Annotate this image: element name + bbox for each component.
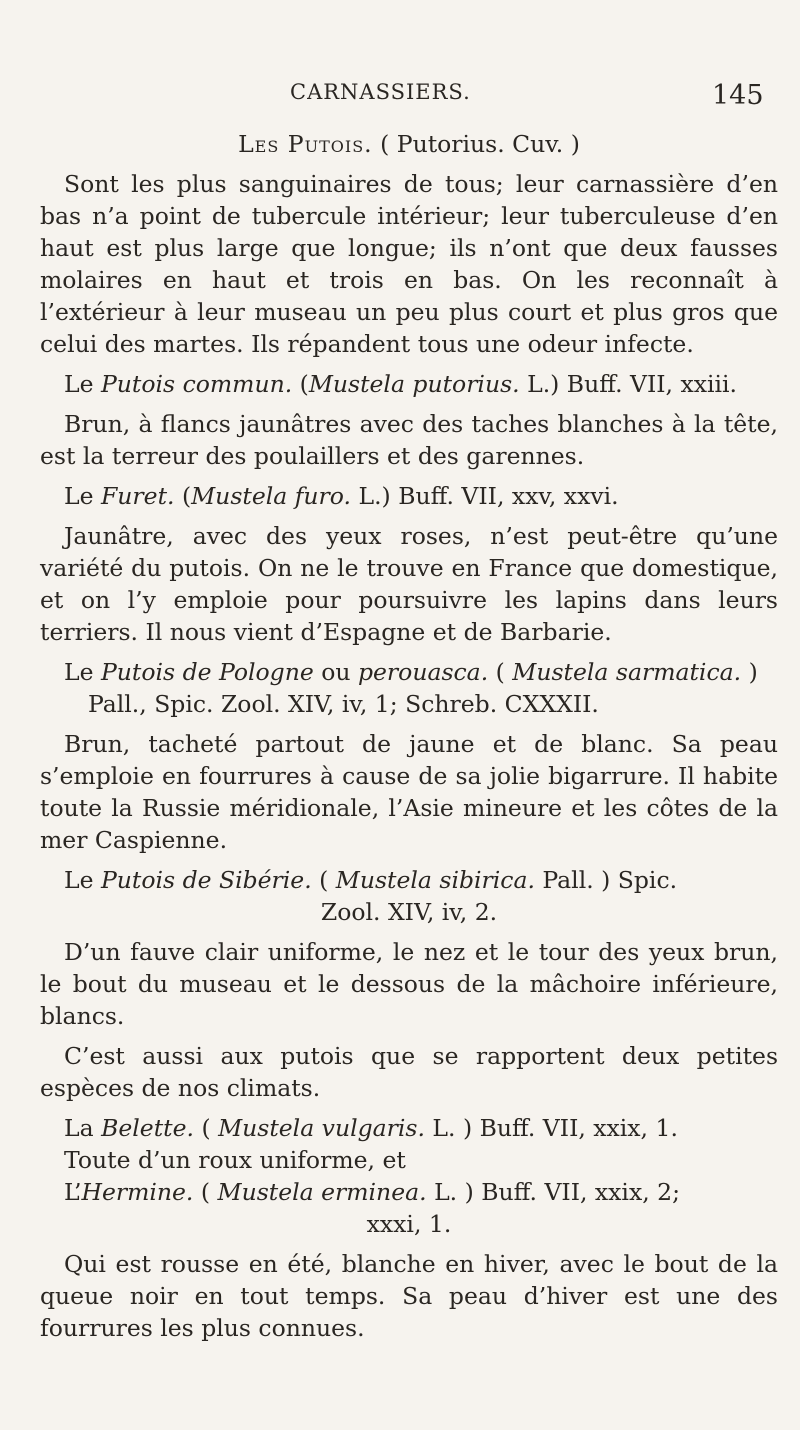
species-description-putois-siberie: D’un fauve clair uniforme, le nez et le tour des yeux brun, le bout du museau et le dessous de la mâchoire inférieure, blancs. (40, 938, 778, 1030)
species-description-putois-pologne: Brun, tacheté partout de jaune et de blanc. Sa peau s’emploie en fourrures à cause de sa jolie bigarrure. Il habite toute la Russie méridionale, l’Asie mineure et les côtes de la mer Caspienne. (40, 730, 778, 854)
species-entry-putois-commun: Le Putois commun. (Mustela putorius. L.) Buff. VII, xxiii. (64, 370, 738, 398)
page-header (0, 80, 800, 120)
genus-description: Sont les plus sanguinaires de tous; leur carnassière d’en bas n’a point de tubercule intérieur; leur tuberculeuse d’en haut est plus large que longue; ils n’ont que deux fausses molaires en haut et trois en bas. On les reconnaît à l’extérieur à leur museau un peu plus court et plus gros que celui des martes. Ils répandent tous une odeur infecte. (40, 170, 778, 358)
species-entry-furet: Le Furet. (Mustela furo. L.) Buff. VII, xxv, xxvi. (64, 482, 619, 510)
species-description-putois-commun: Brun, à flancs jaunâtres avec des taches blanches à la tête, est la terreur des poulaillers et des garennes. (40, 410, 778, 470)
species-entry-putois-pologne: Le Putois de Pologne ou perouasca. ( Mustela sarmatica. ) (64, 658, 758, 686)
species-description-belette: Toute d’un roux uniforme, et (64, 1146, 406, 1174)
section-title (40, 128, 778, 160)
species-reference-hermine: xxxi, 1. (366, 1210, 452, 1238)
transition-paragraph: C’est aussi aux putois que se rapportent deux petites espèces de nos climats. (40, 1042, 778, 1102)
running-head: CARNASSIERS. (290, 80, 471, 104)
species-entry-hermine: L’Hermine. ( Mustela erminea. L. ) Buff. VII, xxix, 2; (64, 1178, 681, 1206)
species-entry-putois-siberie: Le Putois de Sibérie. ( Mustela sibirica. Pall. ) Spic. (64, 866, 678, 894)
species-entry-belette: La Belette. ( Mustela vulgaris. L. ) Buff. VII, xxix, 1. (64, 1114, 678, 1142)
species-reference-putois-siberie: Zool. XIV, iv, 2. (320, 898, 498, 926)
page-body (40, 128, 778, 1352)
section-title-name: Les Putois. (238, 130, 373, 158)
species-description-hermine: Qui est rousse en été, blanche en hiver, avec le bout de la queue noir en tout temps. Sa peau d’hiver est une des fourrures les plus connues. (40, 1250, 778, 1342)
page-number: 145 (712, 80, 764, 111)
species-description-furet: Jaunâtre, avec des yeux roses, n’est peut-être qu’une variété du putois. On ne le trouve en France que domestique, et on l’y emploie pour poursuivre les lapins dans leurs terriers. Il nous vient d’Espagne et de Barbarie. (40, 522, 778, 646)
section-title-authority: ( Putorius. Cuv. ) (380, 130, 580, 158)
species-reference-putois-pologne: Pall., Spic. Zool. XIV, iv, 1; Schreb. CXXXII. (88, 690, 599, 718)
